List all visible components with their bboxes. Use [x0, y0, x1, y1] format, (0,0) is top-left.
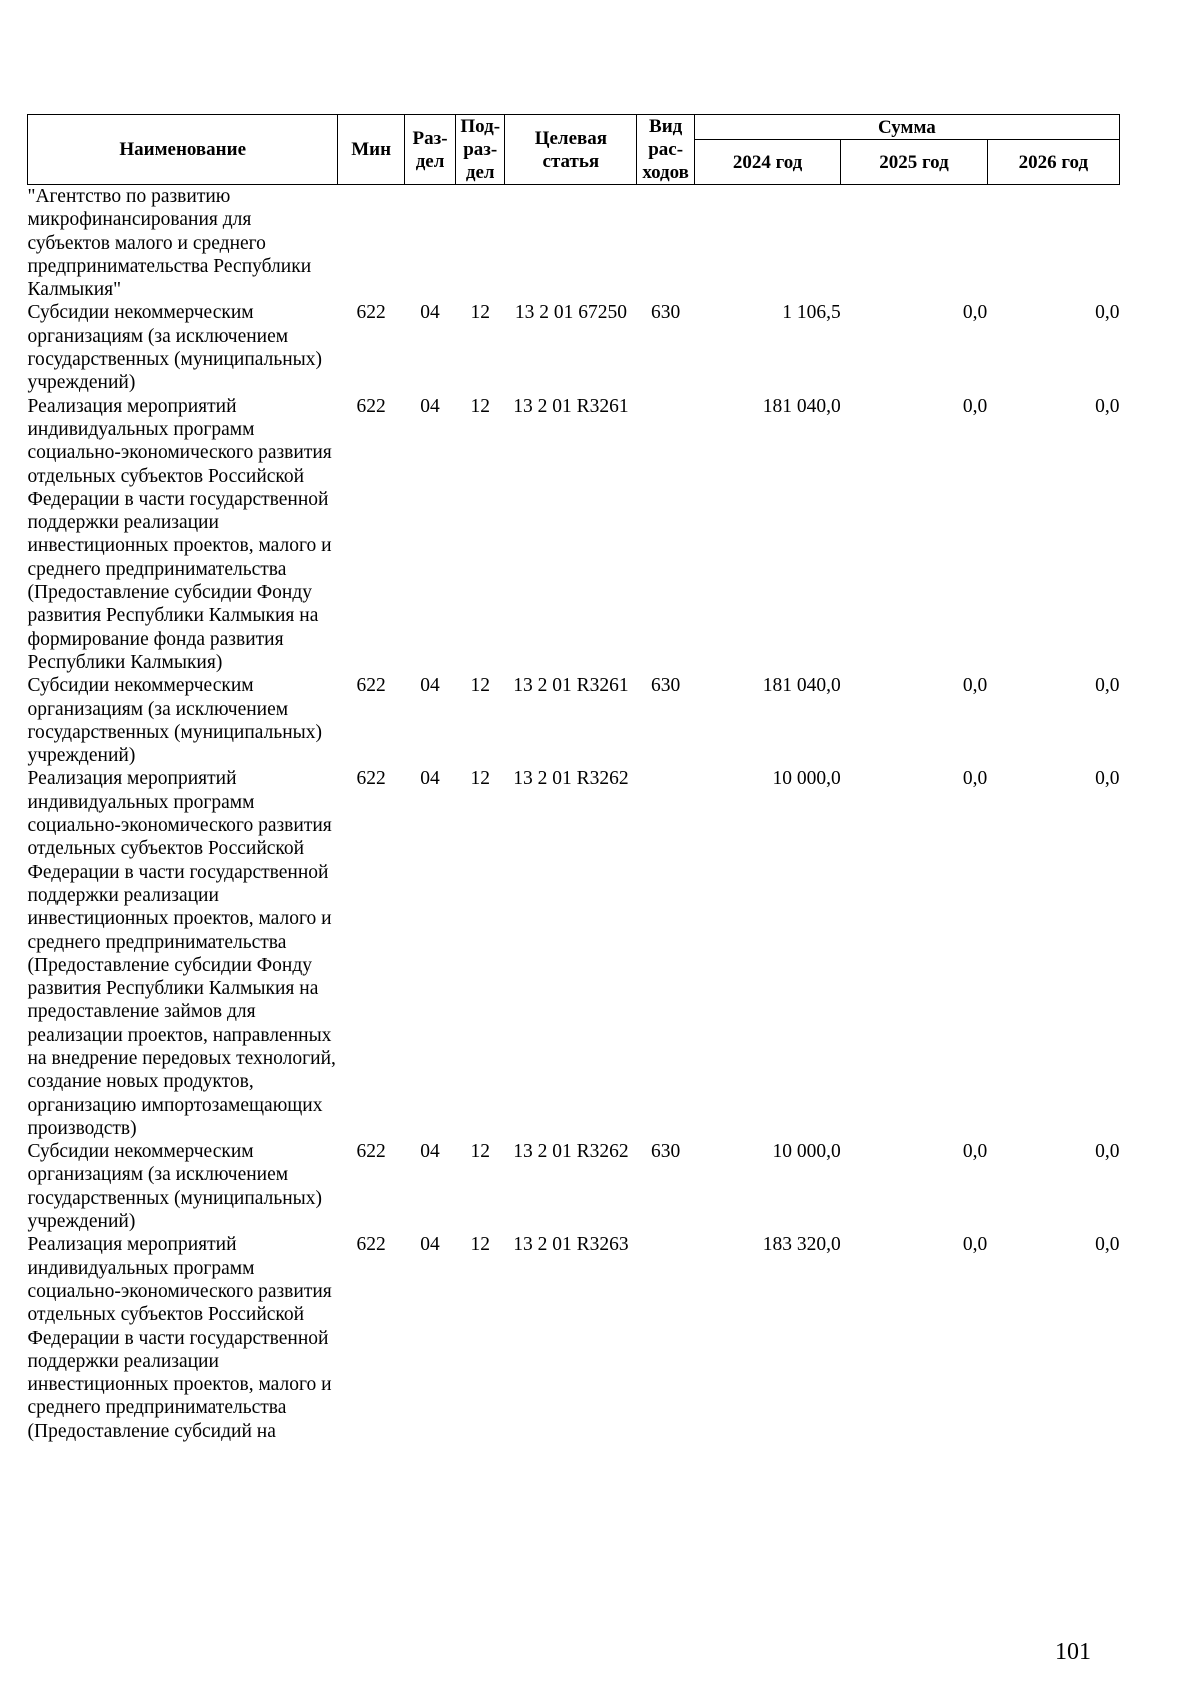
row-amount-2024: 10 000,0 [772, 1141, 841, 1163]
table-row [28, 185, 1120, 302]
row-min: 622 [356, 1234, 386, 1256]
row-podrazdel [456, 185, 505, 302]
row-razdel: 04 [420, 1234, 440, 1256]
row-amount-2025: 0,0 [962, 675, 988, 697]
row-vid: 630 [651, 675, 681, 697]
table-row [28, 767, 1120, 1140]
row-podrazdel: 12 [470, 675, 490, 697]
row-name: Субсидии некоммерческим организациям (за исключением государственных (муниципальных) учреждений) [27, 1141, 323, 1233]
row-amount-2026: 0,0 [1095, 395, 1120, 417]
header-podrazdel: Под-раз-дел [456, 115, 505, 185]
header-name: Наименование [28, 115, 338, 185]
row-vid [637, 1233, 694, 1443]
table-row [28, 301, 1120, 394]
row-amount-2024: 181 040,0 [762, 395, 841, 417]
header-vid: Вид рас-ходов [637, 115, 694, 185]
row-amount-2024: 10 000,0 [772, 768, 841, 790]
row-target: 13 2 01 R3261 [513, 395, 629, 417]
header-sum: Сумма [694, 115, 1119, 140]
page-number: 101 [1055, 1639, 1091, 1665]
row-amount-2025: 0,0 [962, 1141, 988, 1163]
row-razdel: 04 [420, 1141, 440, 1163]
row-razdel: 04 [420, 302, 440, 324]
budget-table [27, 114, 1120, 1443]
row-name: Субсидии некоммерческим организациям (за исключением государственных (муниципальных) учреждений) [27, 302, 323, 394]
row-target: 13 2 01 R3261 [513, 675, 629, 697]
row-vid [637, 185, 694, 302]
row-min: 622 [356, 302, 386, 324]
table-row [28, 674, 1120, 767]
row-min [338, 185, 405, 302]
row-amount-2026: 0,0 [1095, 302, 1120, 324]
row-vid: 630 [651, 302, 681, 324]
row-amount-2025: 0,0 [962, 302, 988, 324]
row-name: Субсидии некоммерческим организациям (за исключением государственных (муниципальных) учреждений) [27, 675, 323, 767]
table-body [28, 185, 1120, 1444]
row-amount-2026: 0,0 [1095, 1234, 1120, 1256]
row-name: Реализация мероприятий индивидуальных программ социально-экономического развития отдельных субъектов Российской Федерации в части государственной поддержки реализации инвестиционных проектов, малого и среднего предпринимательства (Предоставление субсидии Фонду развития Республики Калмыкия на предоставление займов для реализации проектов, направленных на внедрение передовых технологий, создание новых продуктов, организацию импортозамещающих производств) [27, 768, 336, 1139]
table-header [28, 115, 1120, 185]
row-min: 622 [356, 768, 386, 790]
row-razdel [404, 185, 455, 302]
row-amount-2024: 181 040,0 [762, 675, 841, 697]
row-amount-2025: 0,0 [962, 395, 988, 417]
header-min: Мин [338, 115, 405, 185]
row-vid [637, 767, 694, 1140]
row-razdel: 04 [420, 395, 440, 417]
row-podrazdel: 12 [470, 395, 490, 417]
row-name: Реализация мероприятий индивидуальных программ социально-экономического развития отдельных субъектов Российской Федерации в части государственной поддержки реализации инвестиционных проектов, малого и среднего предпринимательства (Предоставление субсидий на [27, 1234, 332, 1442]
row-razdel: 04 [420, 768, 440, 790]
row-min: 622 [356, 395, 386, 417]
header-year-2025: 2025 год [841, 140, 987, 185]
row-target: 13 2 01 67250 [514, 302, 627, 324]
row-target: 13 2 01 R3262 [513, 768, 629, 790]
header-target: Целевая статья [505, 115, 637, 185]
row-amount-2025 [841, 185, 987, 302]
row-amount-2026: 0,0 [1095, 1141, 1120, 1163]
row-vid [637, 395, 694, 675]
row-amount-2025: 0,0 [962, 768, 988, 790]
row-amount-2024 [694, 185, 840, 302]
header-year-2024: 2024 год [694, 140, 840, 185]
row-vid: 630 [651, 1141, 681, 1163]
row-target: 13 2 01 R3263 [513, 1234, 629, 1256]
row-min: 622 [356, 675, 386, 697]
row-podrazdel: 12 [470, 768, 490, 790]
row-amount-2024: 183 320,0 [762, 1234, 841, 1256]
table-row [28, 1233, 1120, 1443]
header-year-2026: 2026 год [987, 140, 1119, 185]
row-amount-2026: 0,0 [1095, 675, 1120, 697]
row-target: 13 2 01 R3262 [513, 1141, 629, 1163]
row-amount-2025: 0,0 [962, 1234, 988, 1256]
row-min: 622 [356, 1141, 386, 1163]
row-podrazdel: 12 [470, 302, 490, 324]
row-target [505, 185, 637, 302]
row-amount-2026 [987, 185, 1119, 302]
row-name: "Агентство по развитию микрофинансирования для субъектов малого и среднего предпринимательства Республики Калмыкия" [27, 186, 312, 301]
table-row [28, 395, 1120, 675]
table-row [28, 1140, 1120, 1233]
row-podrazdel: 12 [470, 1234, 490, 1256]
row-razdel: 04 [420, 675, 440, 697]
row-name: Реализация мероприятий индивидуальных программ социально-экономического развития отдельных субъектов Российской Федерации в части государственной поддержки реализации инвестиционных проектов, малого и среднего предпринимательства (Предоставление субсидии Фонду развития Республики Калмыкия на формирование фонда развития Республики Калмыкия) [27, 395, 332, 673]
header-razdel: Раз-дел [404, 115, 455, 185]
row-amount-2024: 1 106,5 [782, 302, 841, 324]
row-amount-2026: 0,0 [1095, 768, 1120, 790]
row-podrazdel: 12 [470, 1141, 490, 1163]
